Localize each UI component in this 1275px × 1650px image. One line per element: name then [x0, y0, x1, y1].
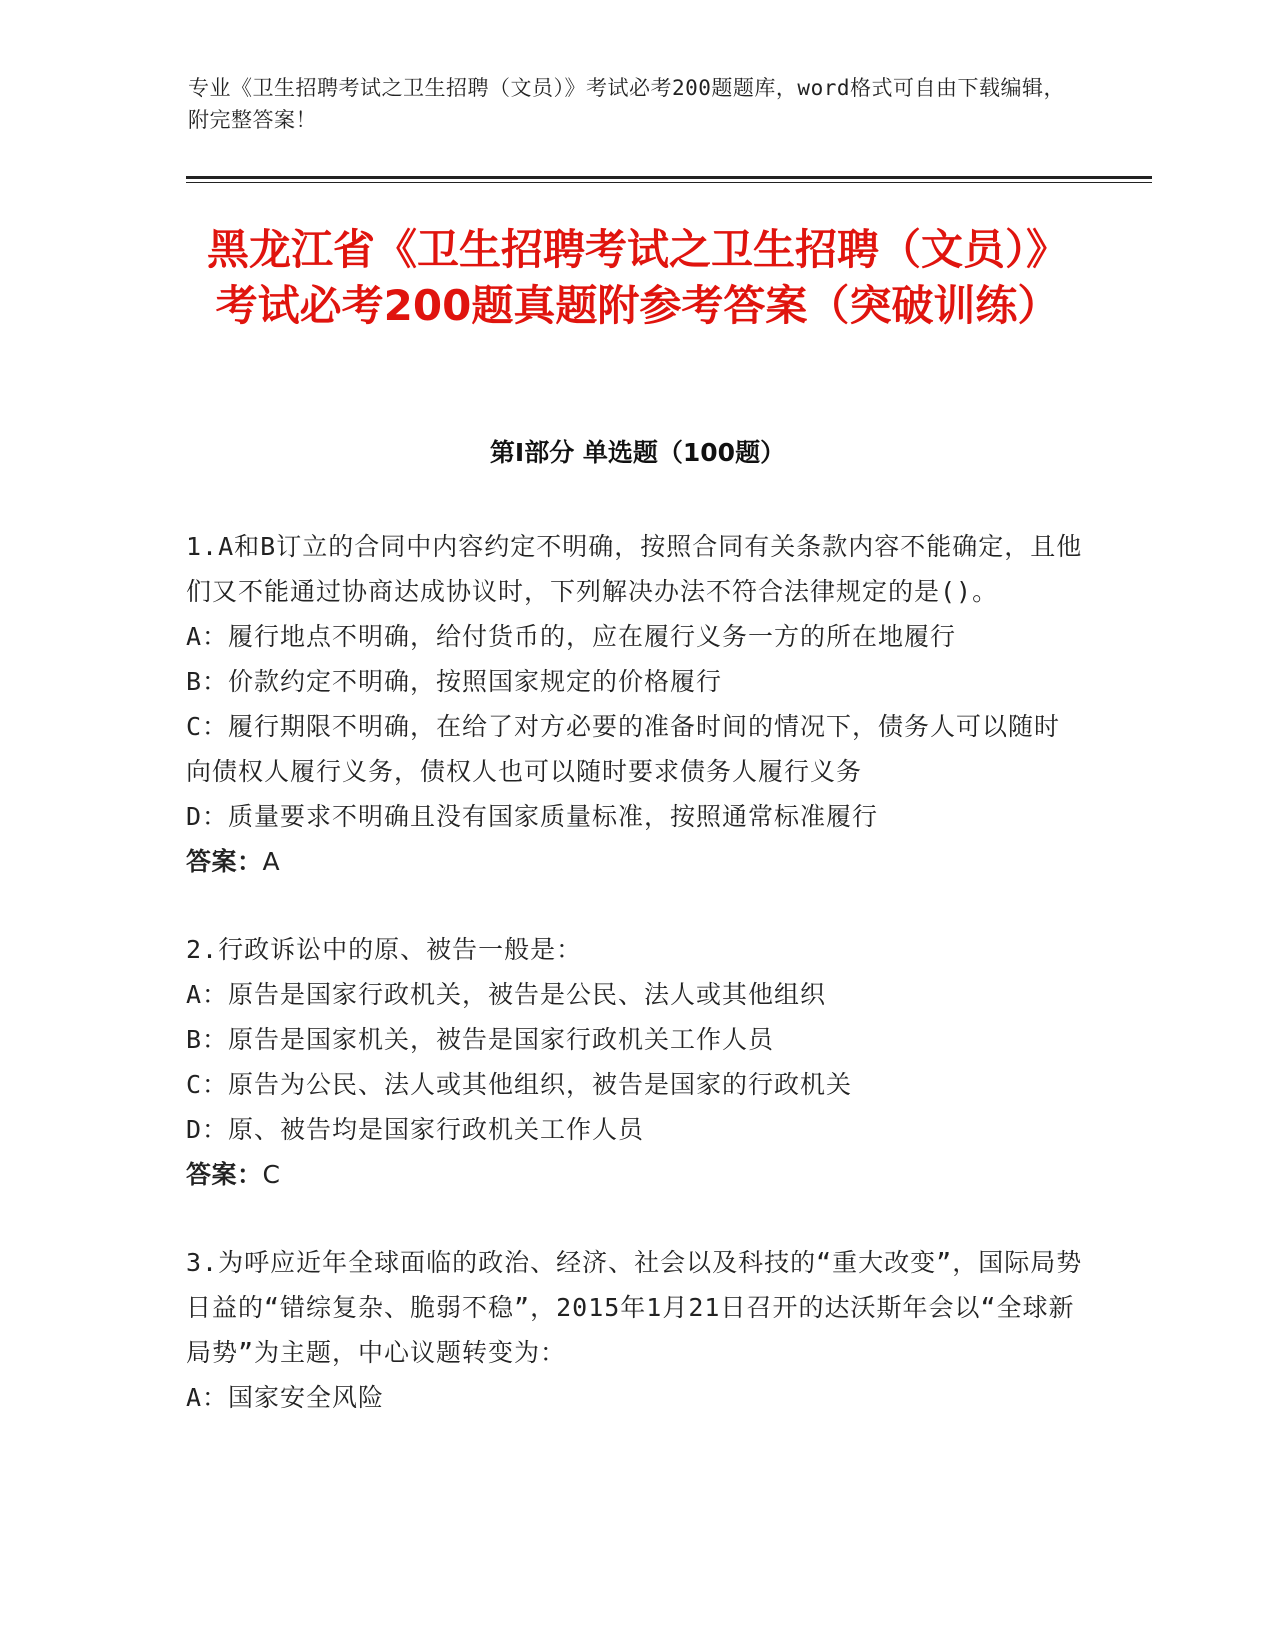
question-stem: 1.A和B订立的合同中内容约定不明确，按照合同有关条款内容不能确定，且他们又不能通过协商达成协议时，下列解决办法不符合法律规定的是()。 — [186, 532, 1083, 606]
header-divider-thick — [186, 176, 1152, 179]
option-d: D：原、被告均是国家行政机关工作人员 — [186, 1115, 645, 1144]
answer-value: A — [262, 847, 281, 876]
question-stem: 3.为呼应近年全球面临的政治、经济、社会以及科技的“重大改变”，国际局势日益的“错综复杂、脆弱不稳”，2015年1月21日召开的达沃斯年会以“全球新局势”为主题，中心议题转变为： — [186, 1248, 1083, 1367]
option-a: A：国家安全风险 — [186, 1383, 385, 1412]
option-a: A：履行地点不明确，给付货币的，应在履行义务一方的所在地履行 — [186, 622, 957, 651]
question-1 — [186, 524, 1086, 884]
question-2 — [186, 927, 1086, 1197]
answer-label: 答案： — [186, 1160, 263, 1189]
option-c: C：原告为公民、法人或其他组织，被告是国家的行政机关 — [186, 1070, 853, 1099]
option-b: B：原告是国家机关，被告是国家行政机关工作人员 — [186, 1025, 775, 1054]
answer-label: 答案： — [186, 847, 263, 876]
document-title: 黑龙江省《卫生招聘考试之卫生招聘（文员）》考试必考200题真题附参考答案（突破训练） — [206, 225, 1068, 330]
section-title: 第I部分 单选题（100题） — [489, 438, 786, 467]
option-b: B：价款约定不明确，按照国家规定的价格履行 — [186, 667, 723, 696]
header-divider-thin — [186, 182, 1152, 183]
question-stem: 2.行政诉讼中的原、被告一般是： — [186, 935, 583, 964]
answer-line — [186, 839, 1086, 884]
option-a: A：原告是国家行政机关，被告是公民、法人或其他组织 — [186, 980, 827, 1009]
question-3 — [186, 1240, 1086, 1420]
option-c: C：履行期限不明确，在给了对方必要的准备时间的情况下，债务人可以随时向债权人履行义务，债权人也可以随时要求债务人履行义务 — [186, 712, 1061, 786]
header-note: 专业《卫生招聘考试之卫生招聘（文员）》考试必考200题题库，word格式可自由下载编辑，附完整答案！ — [188, 76, 1065, 132]
question-list — [186, 524, 1086, 1420]
answer-line — [186, 1152, 1086, 1197]
answer-value: C — [262, 1160, 281, 1189]
option-d: D：质量要求不明确且没有国家质量标准，按照通常标准履行 — [186, 802, 879, 831]
